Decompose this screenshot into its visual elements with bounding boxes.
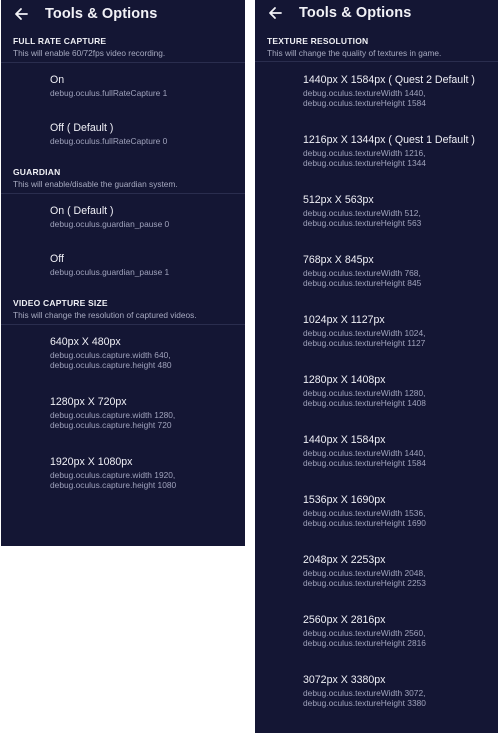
- option-command-width: debug.oculus.textureWidth 1216,: [303, 148, 426, 158]
- option-label: 1280px X 720px: [50, 396, 127, 408]
- option-command-height: debug.oculus.textureHeight 3380: [303, 698, 426, 709]
- section-title: GUARDIAN: [13, 167, 61, 177]
- option-command-width: debug.oculus.capture.width 1920,: [50, 470, 176, 480]
- option-full-rate-on[interactable]: [1, 63, 245, 111]
- right-screen: [255, 0, 498, 733]
- section-description: This will enable/disable the guardian system.: [13, 179, 178, 189]
- section-video-capture-size: [1, 290, 245, 505]
- option-command-height: debug.oculus.textureHeight 1690: [303, 518, 426, 529]
- option-label: 1024px X 1127px: [303, 314, 385, 326]
- page-title: Tools & Options: [45, 6, 158, 22]
- option-label: 1536px X 1690px: [303, 494, 386, 506]
- option-command-height: debug.oculus.textureHeight 563: [303, 218, 422, 229]
- option-label: Off: [50, 253, 64, 265]
- option-command-height: debug.oculus.textureHeight 1584: [303, 98, 426, 109]
- option-label: 1280px X 1408px: [303, 374, 386, 386]
- option-command-width: debug.oculus.textureWidth 1280,: [303, 388, 426, 398]
- option-command: debug.oculus.guardian_pause 0: [50, 219, 170, 229]
- left-screen: [1, 0, 245, 546]
- option-texture-8[interactable]: [255, 545, 498, 605]
- option-command-width: debug.oculus.capture.width 1280,: [50, 410, 176, 420]
- section-title: FULL RATE CAPTURE: [13, 36, 107, 46]
- section-texture-resolution: [255, 25, 498, 725]
- section-description: This will change the quality of textures in game.: [267, 48, 442, 58]
- section-header: [1, 290, 245, 325]
- option-command-height: debug.oculus.textureHeight 845: [303, 278, 422, 289]
- option-texture-10[interactable]: [255, 665, 498, 725]
- option-command: debug.oculus.fullRateCapture 0: [50, 136, 168, 146]
- option-command-height: debug.oculus.textureHeight 2253: [303, 578, 426, 589]
- option-command-height: debug.oculus.capture.height 1080: [50, 480, 177, 491]
- section-guardian: [1, 159, 245, 290]
- option-texture-1[interactable]: [255, 125, 498, 185]
- option-label: 1216px X 1344px ( Quest 1 Default ): [303, 134, 475, 146]
- option-texture-0[interactable]: [255, 65, 498, 125]
- app-bar: [1, 0, 245, 28]
- back-button[interactable]: [11, 4, 31, 24]
- option-command-width: debug.oculus.textureWidth 1440,: [303, 448, 426, 458]
- option-full-rate-off[interactable]: [1, 111, 245, 159]
- option-texture-4[interactable]: [255, 305, 498, 365]
- option-command-width: debug.oculus.textureWidth 768,: [303, 268, 421, 278]
- option-label: Off ( Default ): [50, 122, 114, 134]
- option-command-height: debug.oculus.capture.height 720: [50, 420, 172, 431]
- option-command-height: debug.oculus.capture.height 480: [50, 360, 172, 371]
- texture-option-list: [255, 62, 498, 725]
- option-guardian-off[interactable]: [1, 242, 245, 290]
- option-label: 3072px X 3380px: [303, 674, 386, 686]
- option-command-height: debug.oculus.textureHeight 2816: [303, 638, 426, 649]
- option-label: On: [50, 74, 65, 86]
- section-title: VIDEO CAPTURE SIZE: [13, 298, 108, 308]
- section-description: This will enable 60/72fps video recording.: [13, 48, 166, 58]
- option-capture-1920[interactable]: [1, 445, 245, 505]
- option-command: debug.oculus.fullRateCapture 1: [50, 88, 168, 98]
- option-texture-6[interactable]: [255, 425, 498, 485]
- option-texture-3[interactable]: [255, 245, 498, 305]
- section-header: [1, 159, 245, 194]
- option-command-height: debug.oculus.textureHeight 1408: [303, 398, 426, 409]
- option-label: 512px X 563px: [303, 194, 374, 206]
- option-capture-640[interactable]: [1, 325, 245, 385]
- option-texture-5[interactable]: [255, 365, 498, 425]
- option-command-width: debug.oculus.textureWidth 1440,: [303, 88, 426, 98]
- arrow-left-icon: [14, 7, 28, 21]
- option-label: 1440px X 1584px: [303, 434, 386, 446]
- option-label: 640px X 480px: [50, 336, 121, 348]
- section-description: This will change the resolution of captured videos.: [13, 310, 197, 320]
- option-texture-2[interactable]: [255, 185, 498, 245]
- option-command-width: debug.oculus.textureWidth 1536,: [303, 508, 426, 518]
- option-label: 2048px X 2253px: [303, 554, 386, 566]
- section-full-rate-capture: [1, 28, 245, 159]
- option-command-height: debug.oculus.textureHeight 1127: [303, 338, 426, 349]
- option-command-height: debug.oculus.textureHeight 1584: [303, 458, 426, 469]
- option-command-width: debug.oculus.textureWidth 2048,: [303, 568, 426, 578]
- section-header: [1, 28, 245, 63]
- option-label: 768px X 845px: [303, 254, 374, 266]
- app-bar: [255, 0, 498, 25]
- option-capture-1280[interactable]: [1, 385, 245, 445]
- option-texture-7[interactable]: [255, 485, 498, 545]
- back-button[interactable]: [265, 3, 285, 23]
- option-command-width: debug.oculus.capture.width 640,: [50, 350, 171, 360]
- section-header: [255, 25, 498, 62]
- option-command-width: debug.oculus.textureWidth 3072,: [303, 688, 426, 698]
- option-command-width: debug.oculus.textureWidth 2560,: [303, 628, 426, 638]
- page-title: Tools & Options: [299, 4, 412, 21]
- option-label: On ( Default ): [50, 205, 114, 217]
- option-texture-9[interactable]: [255, 605, 498, 665]
- option-guardian-on[interactable]: [1, 194, 245, 242]
- option-label: 1440px X 1584px ( Quest 2 Default ): [303, 74, 475, 86]
- option-label: 1920px X 1080px: [50, 456, 133, 468]
- section-title: TEXTURE RESOLUTION: [267, 36, 369, 46]
- option-command-width: debug.oculus.textureWidth 1024,: [303, 328, 426, 338]
- option-command: debug.oculus.guardian_pause 1: [50, 267, 170, 277]
- option-command-height: debug.oculus.textureHeight 1344: [303, 158, 426, 169]
- arrow-left-icon: [268, 6, 282, 20]
- option-command-width: debug.oculus.textureWidth 512,: [303, 208, 421, 218]
- option-label: 2560px X 2816px: [303, 614, 386, 626]
